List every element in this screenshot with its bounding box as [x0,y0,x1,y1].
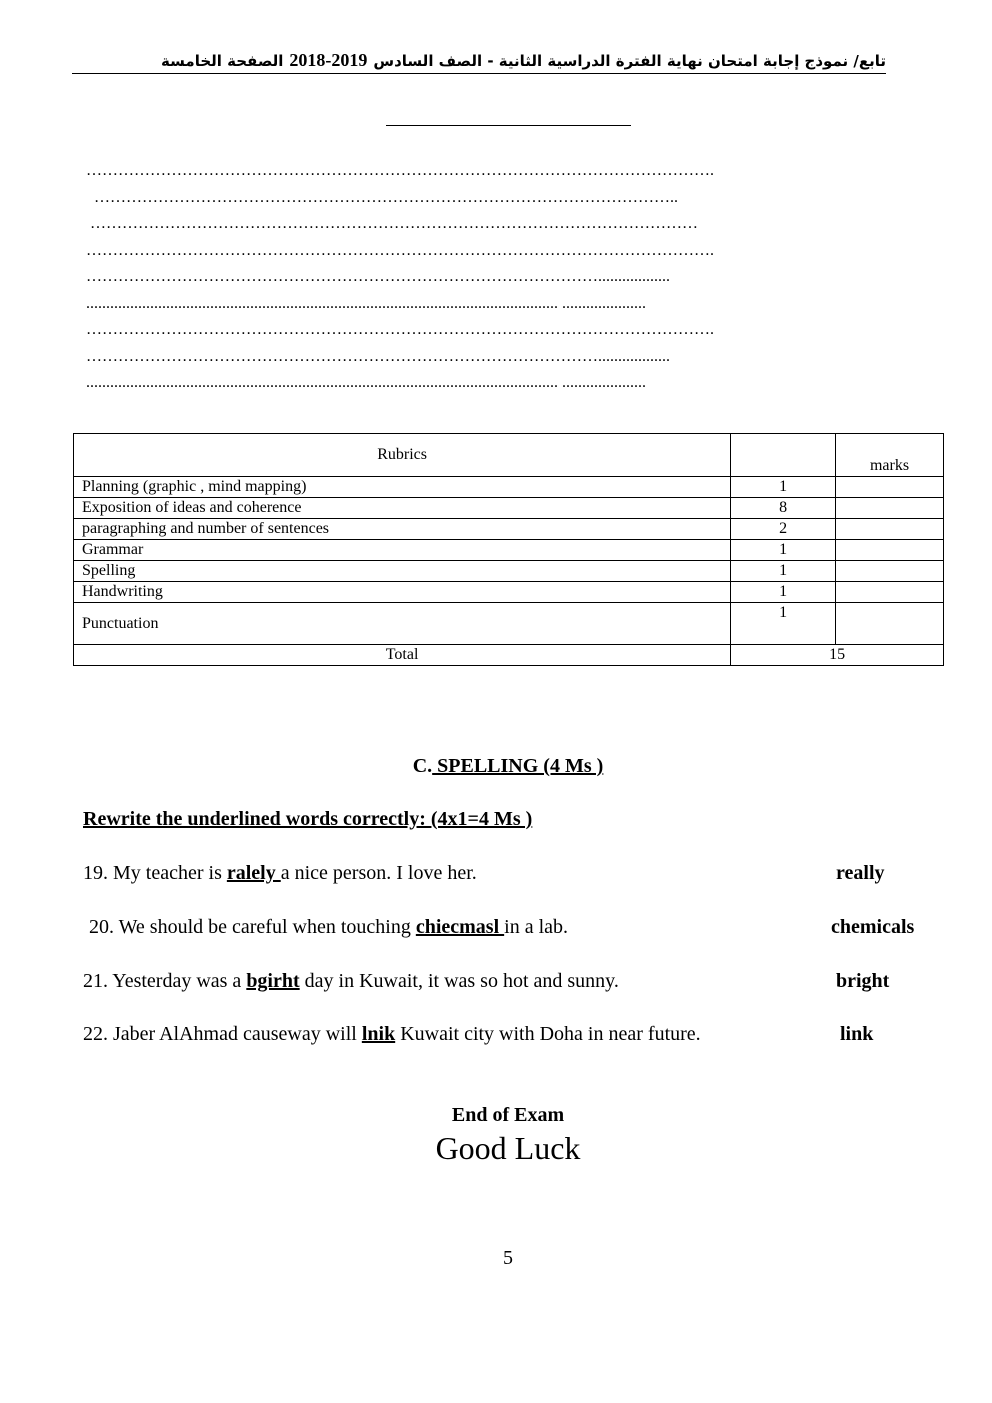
marks-cell [836,477,944,498]
end-of-exam: End of Exam [451,1104,565,1126]
answer-19: really [836,862,885,884]
header-year: 2019-2018 [289,50,368,70]
answer-line: ………………………………………………………………………………………………………. [86,321,714,338]
marks-cell [836,603,944,645]
rubric-label: Grammar [74,540,731,561]
marks-cell [836,498,944,519]
rubric-value: 1 [731,561,836,582]
table-row [74,603,944,645]
rubric-value: 8 [731,498,836,519]
rubric-value: 1 [731,477,836,498]
total-label: Total [74,645,731,666]
header-title: تابع/ نموذج إجابة امتحان نهاية الفترة الدراسية الثانية - الصف السادس [373,52,886,70]
rubric-label: Spelling [74,561,731,582]
answer-line: ...................................................................................................................... ..................... [86,294,646,312]
total-value: 15 [731,645,944,666]
instruction: Rewrite the underlined words correctly: (4x1=4 Ms ) [83,808,533,830]
section-title-text: SPELLING (4 Ms ) [432,755,604,777]
marks-cell [836,519,944,540]
rubric-label: Punctuation [74,603,731,645]
rubrics-table [73,433,944,666]
rubric-label: Exposition of ideas and coherence [74,498,731,519]
table-row [74,519,944,540]
rubrics-header: Rubrics [74,434,731,477]
question-20: 20. We should be careful when touching chiecmasl in a lab. [89,916,569,938]
title-rule [386,125,631,126]
total-row [74,645,944,666]
marks-cell [836,582,944,603]
answer-line: ………………………………………………………………………………………………………. [86,241,714,259]
answer-line: …………………………………………………………………………………………………… [90,215,698,232]
question-22: 22. Jaber AlAhmad causeway will lnik Kuwait city with Doha in near future. [83,1023,701,1045]
table-row [74,561,944,582]
answer-line: ………………………………………………………………………………………………………. [86,162,714,179]
misspelled-word: chiecmasl [415,916,505,938]
rubric-label: Handwriting [74,582,731,603]
misspelled-word: lnik [361,1023,396,1045]
misspelled-word: bgirht [246,970,300,992]
answer-21: bright [836,970,890,992]
table-row [74,477,944,498]
misspelled-word: ralely [226,862,281,884]
table-row [74,540,944,561]
marks-cell [836,540,944,561]
answer-lines [86,158,936,397]
answer-20: chemicals [831,916,915,938]
answer-line: ……………………………………………………………………………………………….. [94,188,678,206]
question-21: 21. Yesterday was a bgirht day in Kuwait, it was so hot and sunny. [83,970,619,992]
answer-line: ...................................................................................................................... ..................... [86,374,646,391]
marks-header: marks [836,434,944,477]
table-row [74,582,944,603]
rubric-value: 2 [731,519,836,540]
rubric-value: 1 [731,582,836,603]
answer-line: …………………………………………………………………………………….................. [86,268,670,285]
rubrics-header-blank [731,434,836,477]
good-luck: Good Luck [435,1130,581,1166]
rubric-label: paragraphing and number of sentences [74,519,731,540]
table-row [74,498,944,519]
header-page-label: الصفحة الخامسة [161,52,284,70]
question-19: 19. My teacher is ralely a nice person. I love her. [83,862,477,884]
page-header [72,48,886,74]
page-number: 5 [503,1247,513,1269]
rubric-value: 1 [731,540,836,561]
answer-22: link [840,1023,874,1045]
section-title: C. SPELLING (4 Ms ) [412,755,604,777]
answer-line: …………………………………………………………………………………….................. [86,347,670,365]
marks-cell [836,561,944,582]
rubric-value: 1 [731,603,836,645]
rubric-label: Planning (graphic , mind mapping) [74,477,731,498]
